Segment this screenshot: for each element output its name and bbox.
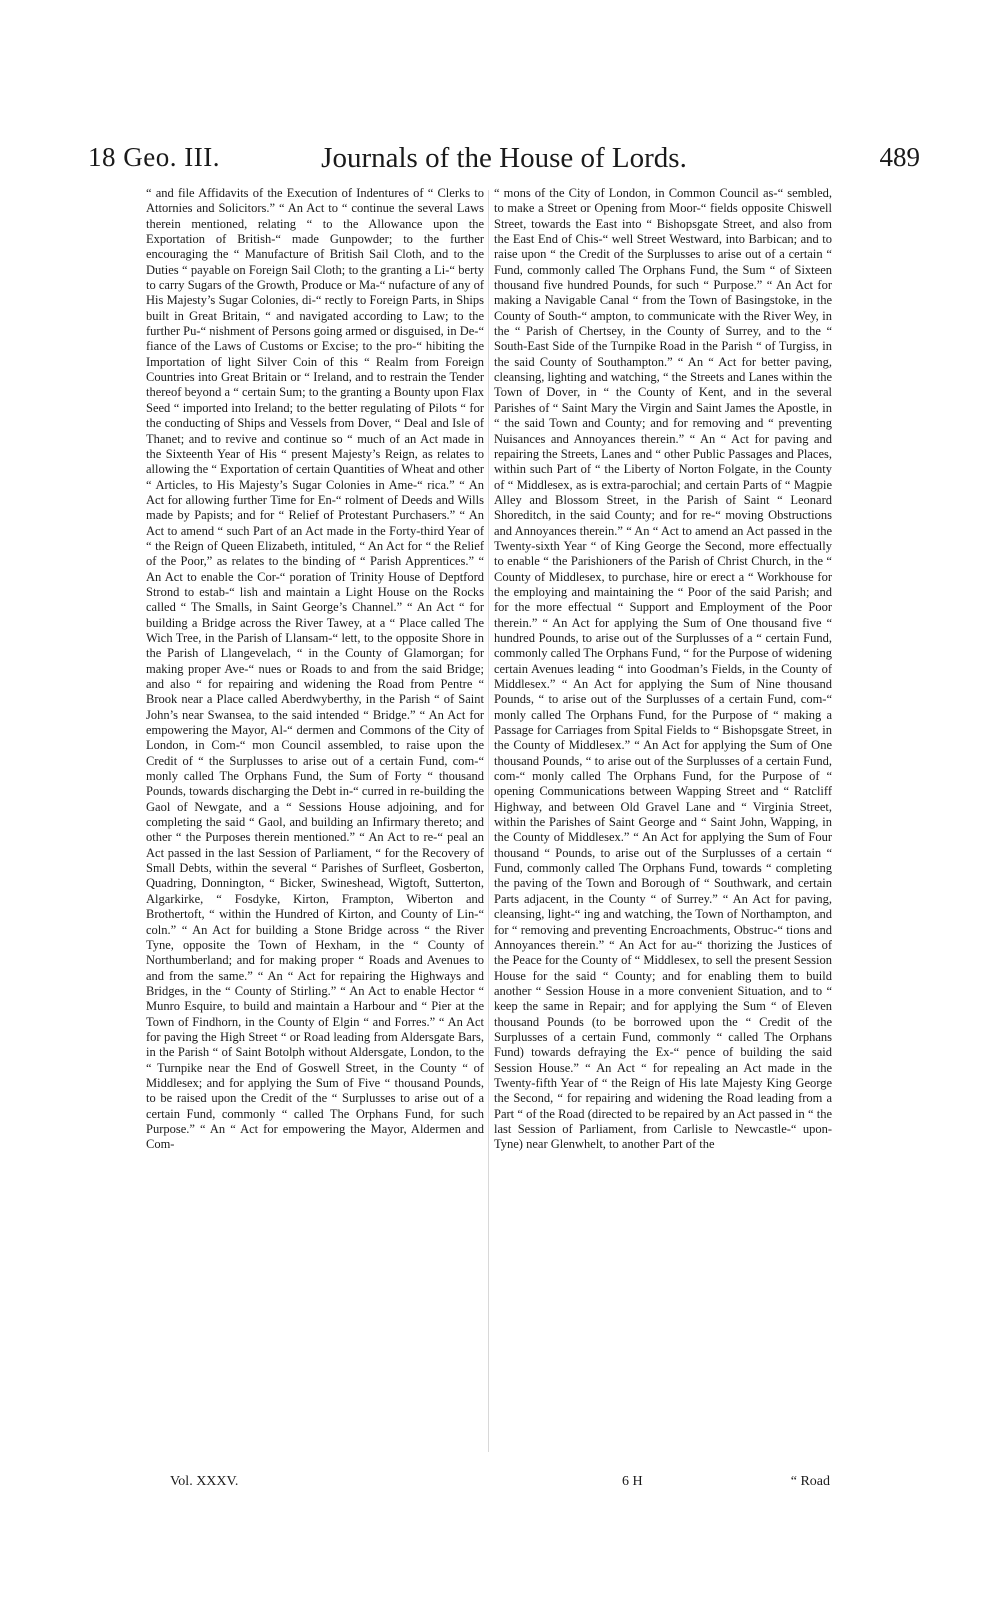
left-column: [146, 186, 484, 1466]
text-columns: [146, 186, 832, 1466]
running-title: Journals of the House of Lords.: [321, 142, 687, 174]
catchword: “ Road: [790, 1474, 830, 1489]
signature-mark: 6 H: [622, 1474, 643, 1489]
right-column: [494, 186, 832, 1466]
regnal-year: 18 Geo. III.: [88, 142, 220, 172]
volume-label: Vol. XXXV.: [170, 1474, 239, 1489]
column-divider: [488, 190, 489, 1452]
page-number: 489: [879, 142, 920, 172]
page-header: [88, 142, 920, 184]
left-column-text: “ and file Affidavits of the Execution of Indentures of “ Clerks to Attornies and Solicitors.” “ An Act to “ continue the several Laws therein mentioned, relating “ to the Allowance upon the Exportation of British-“ made Gunpowder; to the further encouraging the “ Manufacture of British Sail Cloth, and to the Duties “ payable on Foreign Sail Cloth; to the granting a Li-“ berty to carry Sugars of the Growth, Produce or Ma-“ nufacture of any of His Majesty’s Sugar Colonies, di-“ rectly to Foreign Parts, in Ships built in Great Britain, “ and navigated according to Law; to the further Pu-“ nishment of Persons going armed or disguised, in De-“ fiance of the Laws of Customs or Excise; to the pro-“ hibiting the Importation of light Silver Coin of this “ Realm from Foreign Countries into Great Britain or “ Ireland, and to restrain the Tender thereof beyond a “ certain Sum; to the granting a Bounty upon Flax Seed “ imported into Ireland; to the better regulating of Pilots “ for the conducting of Ships and Vessels from Dover, “ Deal and Isle of Thanet; and to revive and continue so “ much of an Act made in the Sixteenth Year of His “ present Majesty’s Reign, as relates to allowing the “ Exportation of certain Quantities of Wheat and other “ Articles, to His Majesty’s Sugar Colonies in Ame-“ rica.” “ An Act for allowing further Time for En-“ rolment of Deeds and Wills made by Papists; and for “ Relief of Protestant Purchasers.” “ An Act to amend “ such Part of an Act made in the Forty-third Year of “ the Reign of Queen Elizabeth, intituled, “ An Act for “ the Relief of the Poor,” as relates to the binding of “ Parish Apprentices.” “ An Act to enable the Cor-“ poration of Trinity House of Deptford Strond to estab-“ lish and maintain a Light House on the Rocks called “ The Smalls, in Saint George’s Channel.” “ An Act “ for building a Bridge across the River Tawey, at a “ Place called The Wich Tree, in the Parish of Llansam-“ lett, to the opposite Shore in the Parish of Llangevelach, “ in the County of Glamorgan; for making proper Ave-“ nues or Roads to and from the said Bridge; and also “ for repairing and widening the Road from Pentre “ Brook near a Place called Aberdwyberthy, in the Parish “ of Saint John’s near Swansea, to the said intended “ Bridge.” “ An Act for empowering the Mayor, Al-“ dermen and Commons of the City of London, in Com-“ mon Council assembled, to raise upon the Credit of “ the Surplusses to arise out of a certain Fund, com-“ monly called The Orphans Fund, the Sum of Forty “ thousand Pounds, towards discharging the Debt in-“ curred in re-building the Gaol of Newgate, and a “ Sessions House adjoining, and for completing the said “ Gaol, and building an Infirmary thereto; and other “ the Purposes therein mentioned.” “ An Act to re-“ peal an Act passed in the last Session of Parliament, “ for the Recovery of Small Debts, within the several “ Parishes of Surfleet, Gosberton, Quadring, Donnington, “ Bicker, Swineshead, Wigtoft, Sutterton, Algarkirke, “ Fosdyke, Kirton, Frampton, Wiberton and Brothertoft, “ within the Hundred of Kirton, and County of Lin-“ coln.” “ An Act for building a Stone Bridge across “ the River Tyne, opposite the Town of Hexham, in the “ County of Northumberland; and for making proper “ Roads and Avenues to and from the same.” “ An “ Act for repairing the Highways and Bridges, in the “ County of Stirling.” “ An Act to enable Hector “ Munro Esquire, to build and maintain a Harbour and “ Pier at the Town of Findhorn, in the County of Elgin “ and Forres.” “ An Act for paving the High Street “ or Road leading from Aldersgate Bars, in the Parish “ of Saint Botolph without Aldersgate, London, to the “ Turnpike near the End of Goswell Street, in the County “ of Middlesex; and for applying the Sum of Five “ thousand Pounds, to be raised upon the Credit of the “ Surplusses to arise out of a certain Fund, commonly “ called The Orphans Fund, for such Purpose.” “ An “ Act for empowering the Mayor, Aldermen and Com-: [146, 186, 484, 1152]
page-footer: [170, 1474, 830, 1496]
right-column-text: “ mons of the City of London, in Common Council as-“ sembled, to make a Street or Opening from Moor-“ fields opposite Chiswell Street, towards the East into “ Bishopsgate Street, and also from the East End of Chis-“ well Street Westward, into Barbican; and to raise upon “ the Credit of the Surplusses to arise out of a certain “ Fund, commonly called The Orphans Fund, the Sum “ of Sixteen thousand five hundred Pounds, for such “ Purpose.” “ An Act for making a Navigable Canal “ from the Town of Basingstoke, in the County of South-“ ampton, to communicate with the River Wey, in the “ Parish of Chertsey, in the County of Surrey, and to the “ South-East Side of the Turnpike Road in the Parish “ of Turgiss, in the said County of Southampton.” “ An “ Act for better paving, cleansing, lighting and watching, “ the Streets and Lanes within the Town of Dover, in “ the County of Kent, and in the several Parishes of “ Saint Mary the Virgin and Saint James the Apostle, in “ the said Town and County; and for removing and “ preventing Nuisances and Annoyances therein.” “ An “ Act for paving and repairing the Streets, Lanes and “ other Public Passages and Places, within such Part of “ the Liberty of Norton Folgate, in the County of “ Middlesex, as is extra-parochial; and certain Parts of “ Magpie Alley and Blossom Street, in the Parish of Saint “ Leonard Shoreditch, in the said County; and for re-“ moving Obstructions and Annoyances therein.” “ An “ Act to amend an Act passed in the Twenty-sixth Year “ of King George the Second, more effectually to enable “ the Parishioners of the Parish of Christ Church, in the “ County of Middlesex, to purchase, hire or erect a “ Workhouse for the employing and maintaining the “ Poor of the said Parish; and for the more effectual “ Support and Employment of the Poor therein.” “ An Act for applying the Sum of One thousand five “ hundred Pounds, to arise out of the Surplusses of a “ certain Fund, commonly called The Orphans Fund, “ for the Purpose of widening certain Avenues leading “ into Goodman’s Fields, in the County of Middlesex.” “ An Act for applying the Sum of Nine thousand Pounds, “ to arise out of the Surplusses of a certain Fund, com-“ monly called The Orphans Fund, for the Purpose of “ making a Passage for Carriages from Spital Fields to “ Bishopsgate Street, in the County of Middlesex.” “ An Act for applying the Sum of One thousand Pounds, “ to arise out of the Surplusses of a certain Fund, com-“ monly called The Orphans Fund, for the Purpose of “ opening Communications between Wapping Street and “ Ratcliff Highway, and between Old Gravel Lane and “ Virginia Street, within the Parishes of Saint George and “ Saint John, Wapping, in the County of Middlesex.” “ An Act for applying the Sum of Four thousand “ Pounds, to arise out of the Surplusses of a certain “ Fund, commonly called The Orphans Fund, towards “ completing the paving of the Town and Borough of “ Southwark, and certain Parts adjacent, in the County “ of Surrey.” “ An Act for paving, cleansing, light-“ ing and watching, the Town of Northampton, and for “ removing and preventing Encroachments, Obstruc-“ tions and Annoyances therein.” “ An Act for au-“ thorizing the Justices of the Peace for the County of “ Middlesex, to sell the present Session House for the said “ County; and for enabling them to build another “ Session House in a more convenient Situation, and to “ keep the same in Repair; and for applying the Sum “ of Eleven thousand Pounds (to be borrowed upon the “ Credit of the Surplusses of a certain Fund, commonly “ called The Orphans Fund) towards defraying the Ex-“ pence of building the said Session House.” “ An Act “ for repealing an Act made in the Twenty-fifth Year of “ the Reign of His late Majesty King George the Second, “ for repairing and widening the Road leading from a Part “ of the Road (directed to be repaired by an Act passed in “ the last Session of Parliament, from Carlisle to Newcastle-“ upon-Tyne) near Glenwhelt, to another Part of the: [494, 186, 832, 1152]
